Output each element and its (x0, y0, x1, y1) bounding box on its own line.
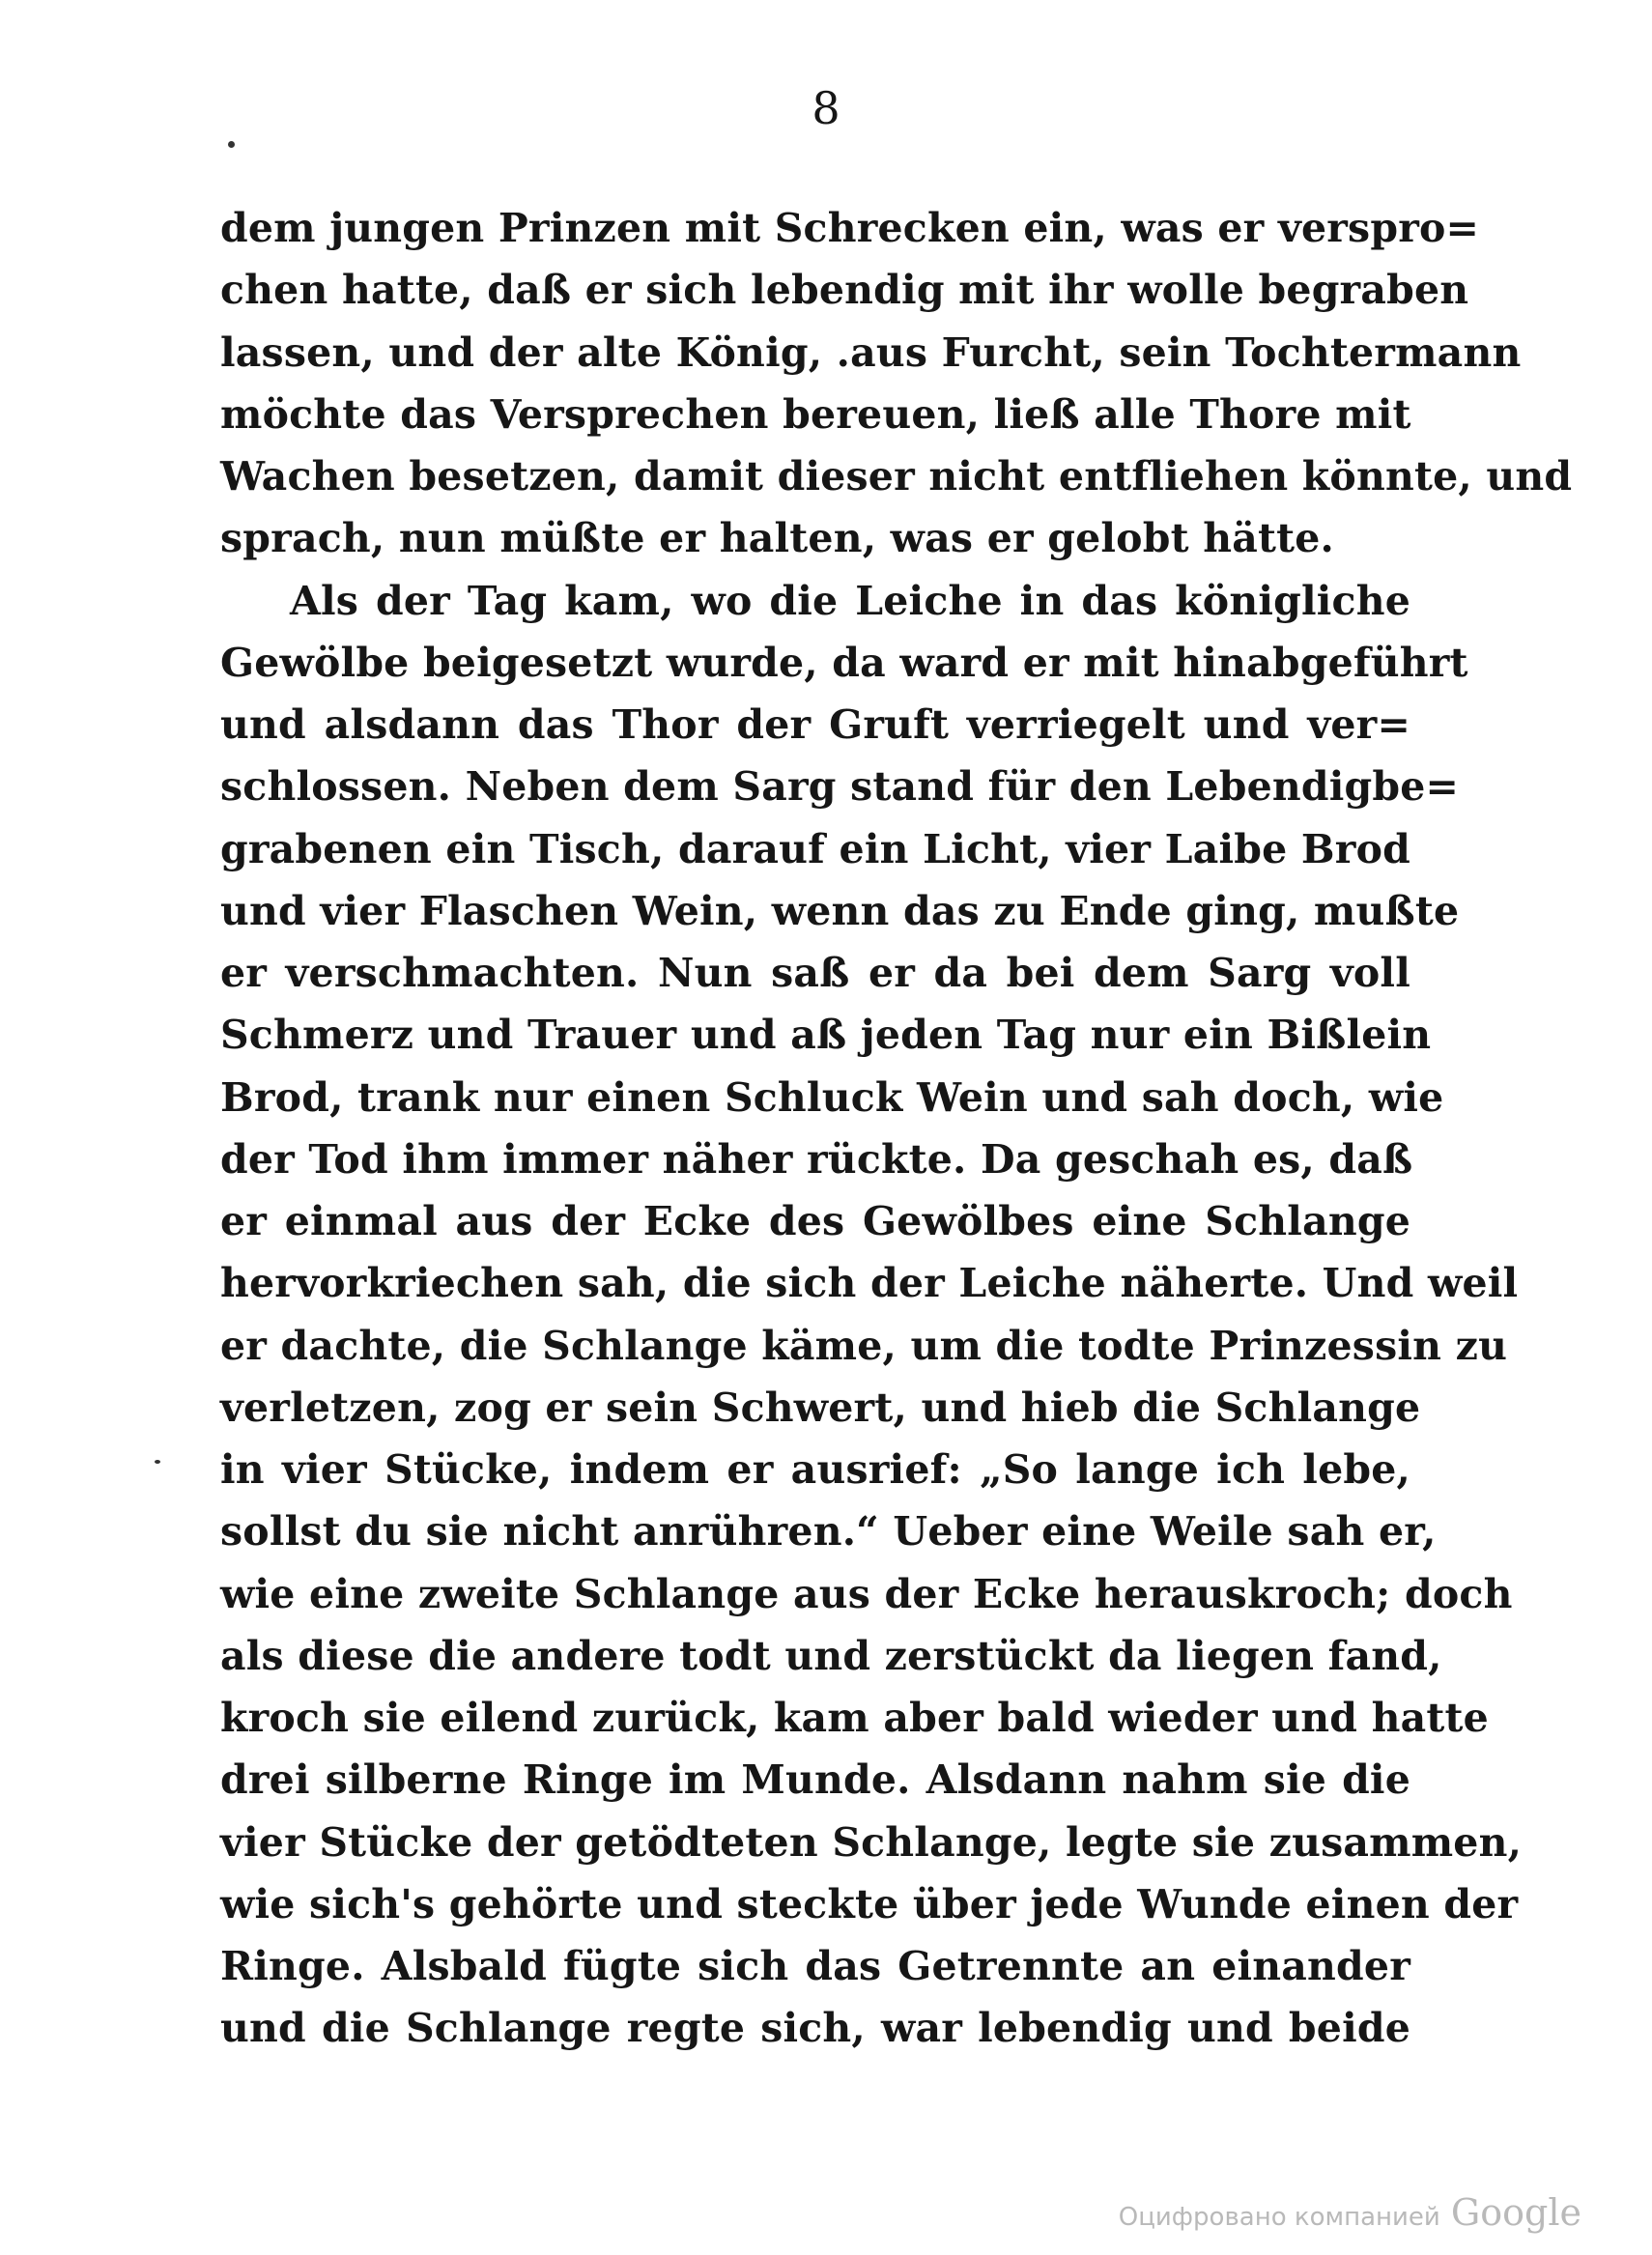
text-line: der Tod ihm immer näher rückte. Da geschah es, daß (220, 1135, 1413, 1183)
digitization-watermark (1119, 2191, 1581, 2234)
text-line: drei silberne Ringe im Munde. Alsdann nahm sie die (220, 1756, 1410, 1804)
text-line: grabenen ein Tisch, darauf ein Licht, vier Laibe Brod (220, 825, 1410, 872)
page-number: 8 (812, 82, 840, 134)
text-line: wie sich's gehörte und steckte über jede Wunde einen der (220, 1880, 1519, 1927)
text-line: Gewölbe beigesetzt wurde, da ward er mit hinabgeführt (220, 639, 1468, 686)
text-line: Schmerz und Trauer und aß jeden Tag nur ein Bißlein (220, 1012, 1432, 1059)
text-line: Wachen besetzen, damit dieser nicht entfliehen könnte, und (220, 453, 1573, 500)
text-line: und vier Flaschen Wein, wenn das zu Ende ging, mußte (220, 887, 1460, 934)
text-line: er einmal aus der Ecke des Gewölbes eine Schlange (220, 1198, 1410, 1244)
text-line: als diese die andere todt und zerstückt da liegen fand, (220, 1632, 1442, 1679)
text-line: und alsdann das Thor der Gruft verriegelt und ver= (220, 701, 1410, 748)
watermark-text: Оцифровано компанией (1118, 2203, 1440, 2232)
text-line: vier Stücke der getödteten Schlange, legte sie zusammen, (220, 1818, 1523, 1866)
ink-speck (228, 141, 235, 148)
text-line: in vier Stücke, indem er ausrief: „So lange ich lebe, (220, 1446, 1410, 1493)
text-line: sollst du sie nicht anrühren.“ Ueber eine Weile sah er, (220, 1508, 1437, 1556)
text-line: Brod, trank nur einen Schluck Wein und sah doch, wie (220, 1073, 1444, 1121)
text-line: Als der Tag kam, wo die Leiche in das königliche (290, 577, 1410, 624)
text-line: schlossen. Neben dem Sarg stand für den Lebendigbe= (220, 763, 1460, 811)
text-line: er verschmachten. Nun saß er da bei dem Sarg voll (220, 950, 1410, 996)
text-line: lassen, und der alte König, .aus Furcht, sein Tochtermann (220, 328, 1522, 376)
text-line: möchte das Versprechen bereuen, ließ alle Thore mit (220, 390, 1411, 438)
text-line: chen hatte, daß er sich lebendig mit ihr wolle begraben (220, 267, 1469, 314)
text-line: Ringe. Alsbald fügte sich das Getrennte an einander (220, 1943, 1410, 1989)
text-line: und die Schlange regte sich, war lebendig und beide (220, 2005, 1410, 2052)
text-line: wie eine zweite Schlange aus der Ecke herauskroch; doch (220, 1570, 1513, 1617)
body-text (220, 197, 1573, 2060)
text-line: dem jungen Prinzen mit Schrecken ein, was er verspro= (220, 205, 1480, 251)
text-line: verletzen, zog er sein Schwert, und hieb die Schlange (220, 1384, 1421, 1431)
ink-speck (155, 1460, 160, 1464)
text-line: er dachte, die Schlange käme, um die todte Prinzessin zu (220, 1322, 1508, 1369)
text-line: hervorkriechen sah, die sich der Leiche näherte. Und weil (220, 1260, 1519, 1307)
google-logo: Google (1450, 2191, 1581, 2234)
text-line: kroch sie eilend zurück, kam aber bald wieder und hatte (220, 1695, 1489, 1741)
text-line: sprach, nun müßte er halten, was er gelobt hätte. (220, 515, 1335, 562)
